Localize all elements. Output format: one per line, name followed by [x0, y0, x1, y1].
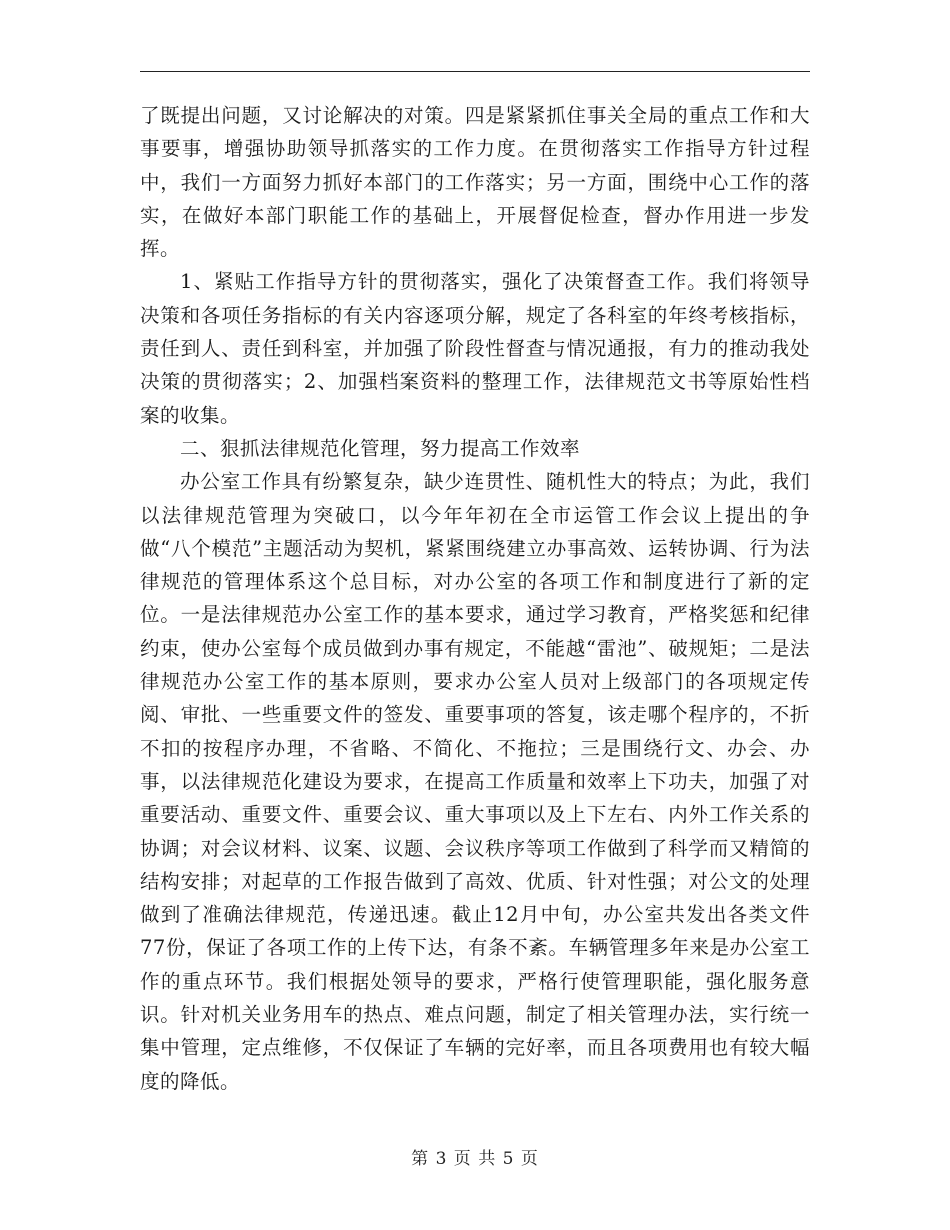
- document-body: [140, 99, 810, 1098]
- paragraph-continuation: 了既提出问题，又讨论解决的对策。四是紧紧抓住事关全局的重点工作和大事要事，增强协助领导抓落实的工作力度。在贯彻落实工作指导方针过程中，我们一方面努力抓好本部门的工作落实；另一方面，围绕中心工作的落实，在做好本部门职能工作的基础上，开展督促检查，督办作用进一步发挥。: [140, 104, 810, 261]
- section-heading-2: 二、狠抓法律规范化管理，努力提高工作效率: [180, 436, 581, 460]
- page-number-footer: 第 3 页 共 5 页: [411, 1149, 539, 1169]
- header-rule: [140, 71, 810, 72]
- paragraph-office-work: 办公室工作具有纷繁复杂，缺少连贯性、随机性大的特点；为此，我们以法律规范管理为突破口，以今年年初在全市运管工作会议上提出的争做“八个模范”主题活动为契机，紧紧围绕建立办事高效、运转协调、行为法律规范的管理体系这个总目标，对办公室的各项工作和制度进行了新的定位。一是法律规范办公室工作的基本要求，通过学习教育，严格奖惩和纪律约束，使办公室每个成员做到办事有规定，不能越“雷池”、破规矩；二是法律规范办公室工作的基本原则，要求办公室人员对上级部门的各项规定传阅、审批、一些重要文件的签发、重要事项的答复，该走哪个程序的，不折不扣的按程序办理，不省略、不简化、不拖拉；三是围绕行文、办会、办事，以法律规范化建设为要求，在提高工作质量和效率上下功夫，加强了对重要活动、重要文件、重要会议、重大事项以及上下左右、内外工作关系的协调；对会议材料、议案、议题、会议秩序等项工作做到了科学而又精简的结构安排；对起草的工作报告做到了高效、优质、针对性强；对公文的处理做到了准确法律规范，传递迅速。截止12月中旬，办公室共发出各类文件77份，保证了各项工作的上传下达，有条不紊。车辆管理多年来是办公室工作的重点环节。我们根据处领导的要求，严格行使管理职能，强化服务意识。针对机关业务用车的热点、难点问题，制定了相关管理办法，实行统一集中管理，定点维修，不仅保证了车辆的完好率，而且各项费用也有较大幅度的降低。: [140, 470, 810, 1093]
- paragraph-item-1: 1、紧贴工作指导方针的贯彻落实，强化了决策督查工作。我们将领导决策和各项任务指标的有关内容逐项分解，规定了各科室的年终考核指标，责任到人、责任到科室，并加强了阶段性督查与情况通报，有力的推动我处决策的贯彻落实；2、加强档案资料的整理工作，法律规范文书等原始性档案的收集。: [140, 270, 810, 427]
